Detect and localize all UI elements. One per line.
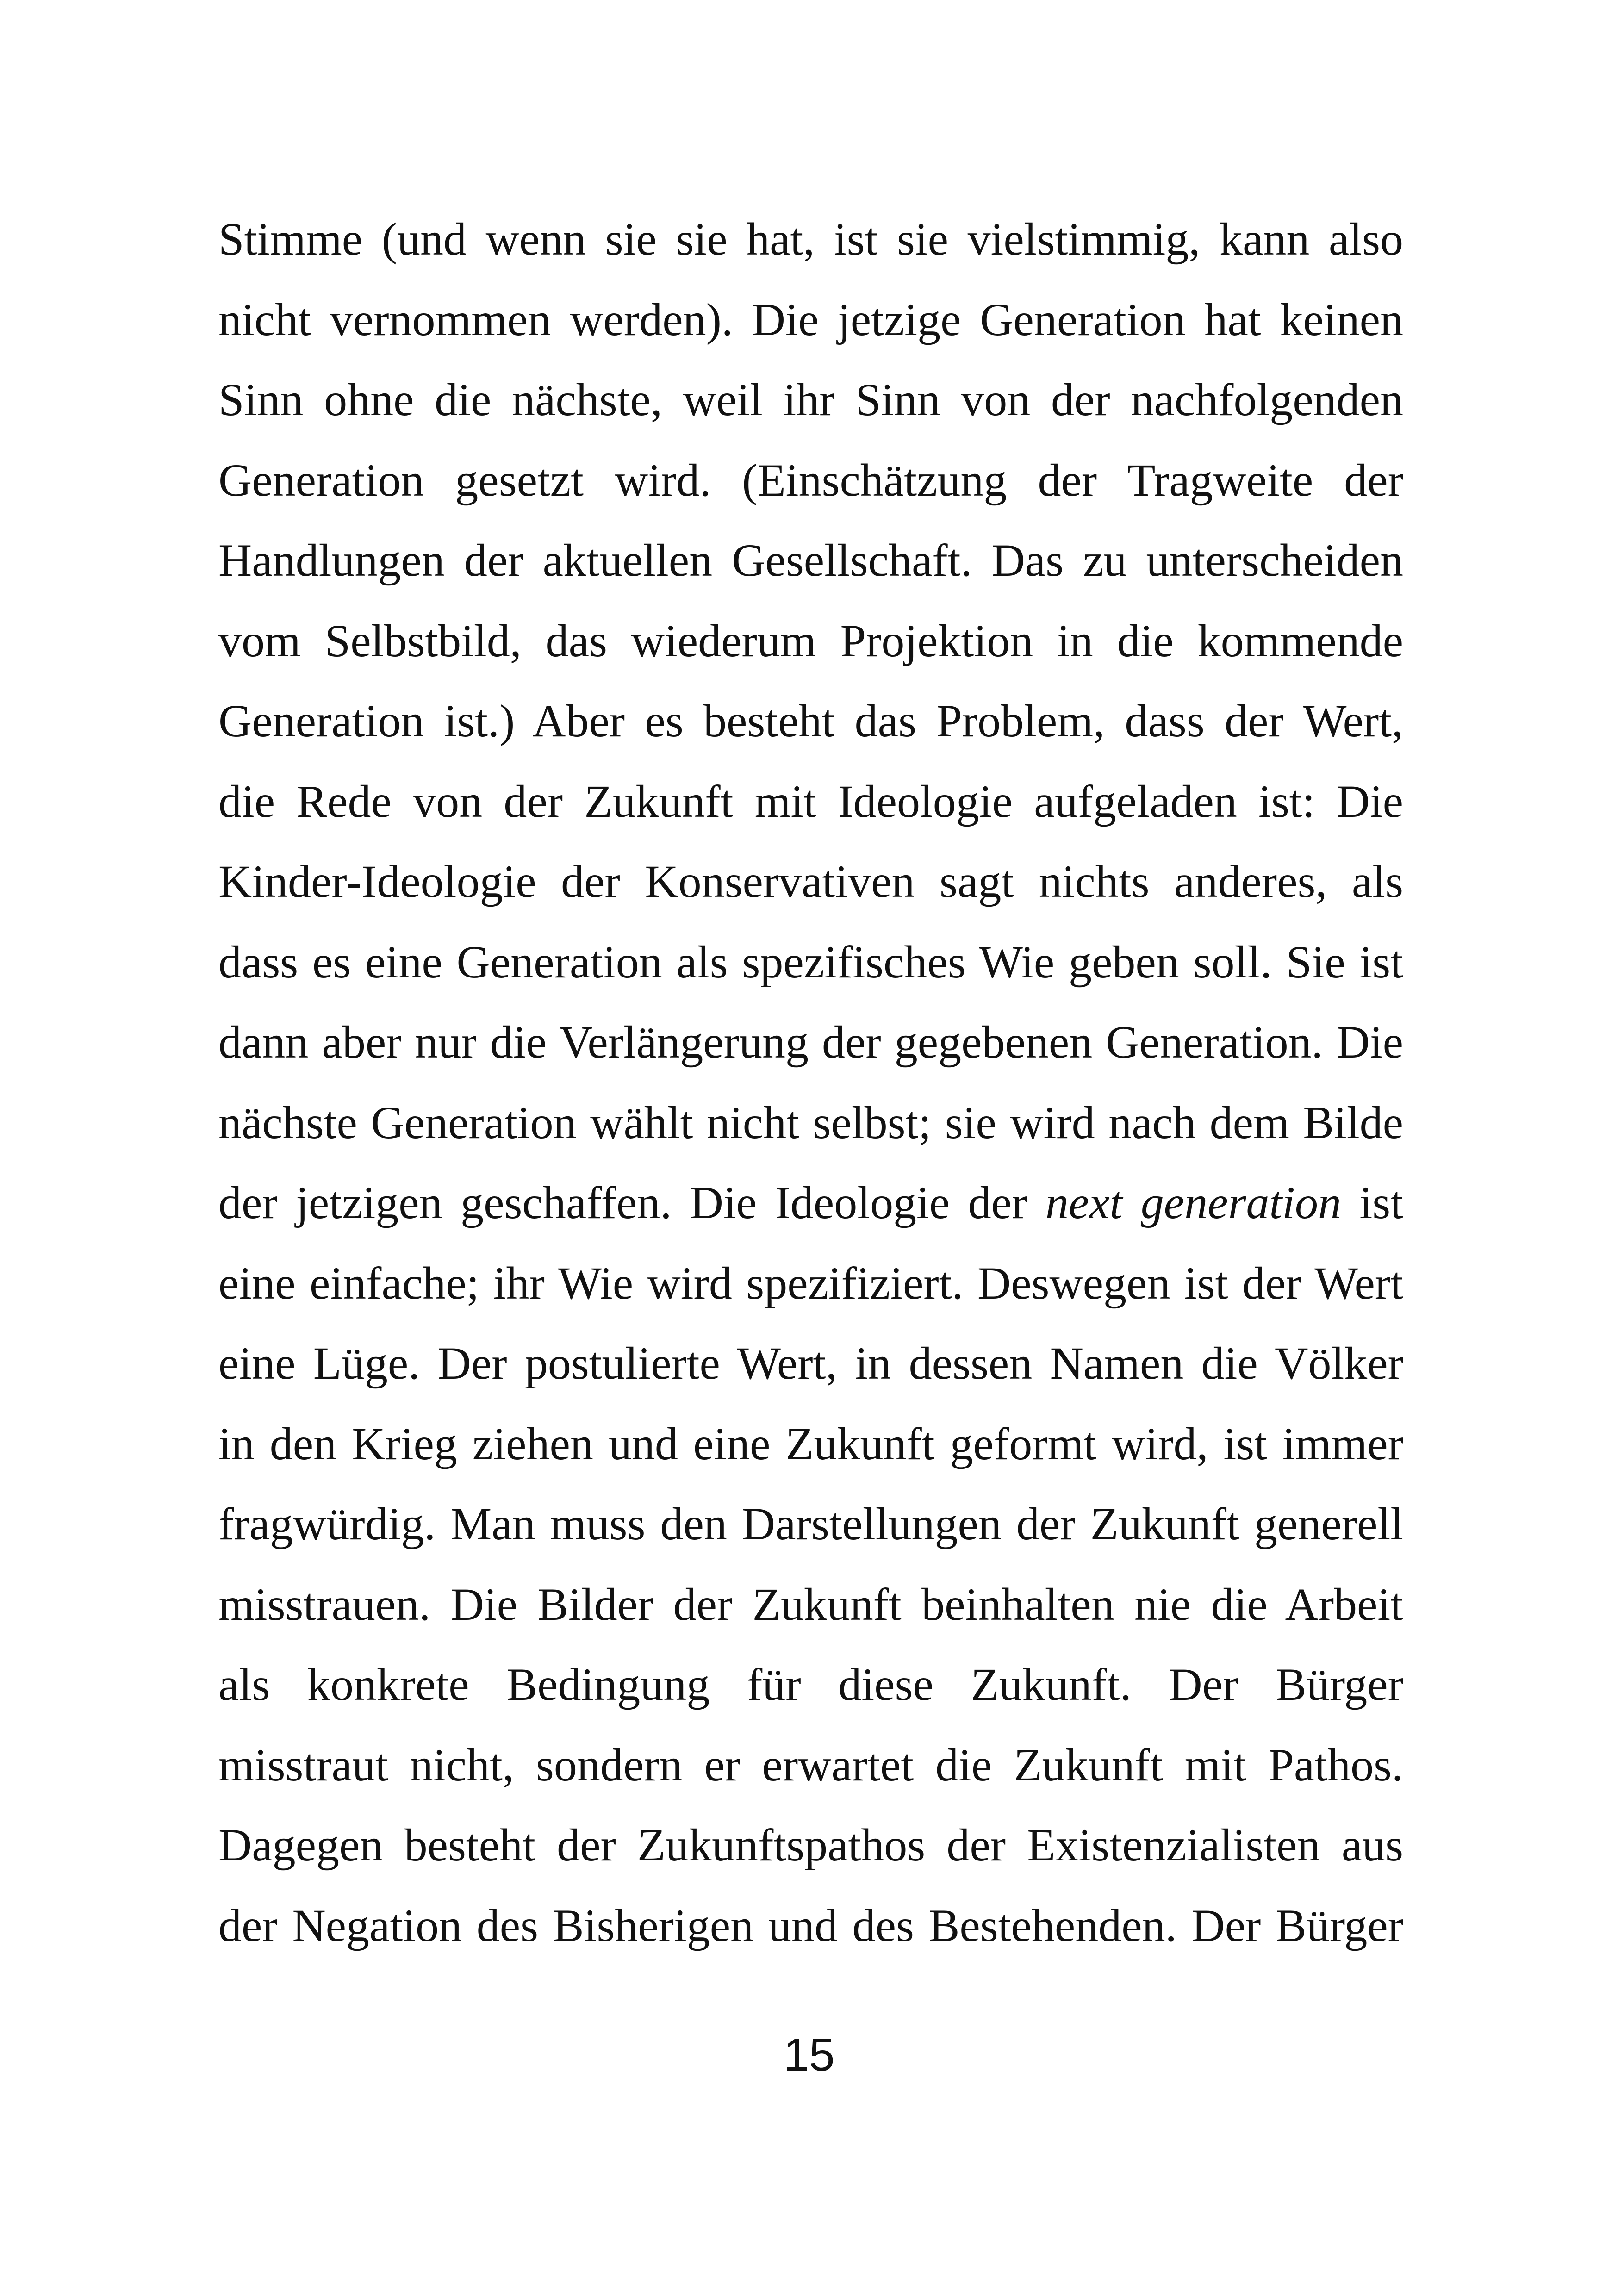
text-line: als konkrete Bedingung für diese Zukunft. Der Bürger	[218, 1659, 1403, 1710]
italic-phrase: next generation	[1045, 1177, 1342, 1228]
text-line: Generation ist.) Aber es besteht das Problem, dass der Wert,	[218, 695, 1403, 747]
text-line: fragwürdig. Man muss den Darstellungen der Zukunft generell	[218, 1498, 1403, 1549]
text-segment: ist	[1341, 1177, 1403, 1228]
body-text	[218, 199, 1403, 1966]
text-line: Stimme (und wenn sie sie hat, ist sie vielstimmig, kann also	[218, 213, 1403, 265]
text-line: der Negation des Bisherigen und des Bestehenden. Der Bürger	[218, 1899, 1403, 1951]
text-line: dann aber nur die Verlängerung der gegebenen Generation. Die	[218, 1016, 1403, 1068]
text-line: eine einfache; ihr Wie wird spezifiziert. Deswegen ist der Wert	[218, 1257, 1403, 1309]
text-line	[218, 1163, 1403, 1243]
text-line: eine Lüge. Der postulierte Wert, in dessen Namen die Völker	[218, 1338, 1403, 1389]
text-line: Dagegen besteht der Zukunftspathos der Existenzialisten aus	[218, 1819, 1403, 1871]
text-line: Kinder-Ideologie der Konservativen sagt nichts anderes, als	[218, 856, 1403, 907]
text-line: Generation gesetzt wird. (Einschätzung der Tragweite der	[218, 454, 1403, 506]
text-line: Handlungen der aktuellen Gesellschaft. Das zu unterscheiden	[218, 535, 1403, 586]
text-segment: der jetzigen geschaffen. Die Ideologie der	[218, 1177, 1045, 1228]
page-number: 15	[783, 2029, 835, 2081]
text-line: vom Selbstbild, das wiederum Projektion in die kommende	[218, 615, 1403, 666]
text-line: misstraut nicht, sondern er erwartet die Zukunft mit Pathos.	[218, 1739, 1403, 1791]
text-line: Sinn ohne die nächste, weil ihr Sinn von der nachfolgenden	[218, 374, 1403, 425]
text-line: in den Krieg ziehen und eine Zukunft geformt wird, ist immer	[218, 1418, 1403, 1469]
text-line: nächste Generation wählt nicht selbst; sie wird nach dem Bilde	[218, 1096, 1403, 1148]
text-line: nicht vernommen werden). Die jetzige Generation hat keinen	[218, 293, 1403, 345]
text-line: misstrauen. Die Bilder der Zukunft beinhalten nie die Arbeit	[218, 1578, 1403, 1630]
text-line: die Rede von der Zukunft mit Ideologie aufgeladen ist: Die	[218, 775, 1403, 827]
text-line: dass es eine Generation als spezifisches Wie geben soll. Sie ist	[218, 936, 1403, 988]
